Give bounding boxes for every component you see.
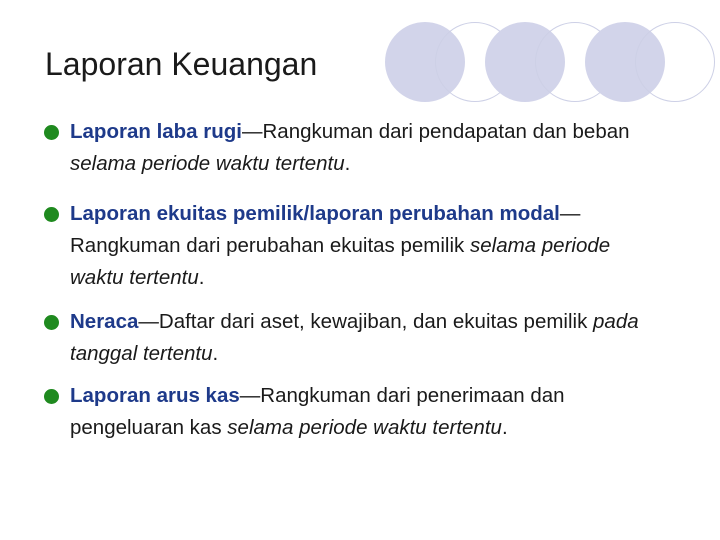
bullet-end: . [501, 416, 508, 439]
bullet-dash: — [242, 120, 263, 143]
bullet-italic: selama periode waktu tertentu [70, 152, 345, 175]
circle-decoration [635, 22, 715, 102]
bullet-text: Rangkuman dari pendapatan dan beban [262, 120, 630, 143]
bullet-end: . [212, 342, 219, 365]
bullet-item [44, 116, 664, 180]
bullet-dot-icon [44, 389, 59, 404]
bullet-dash: — [559, 202, 581, 225]
bullet-dot-icon [44, 315, 59, 330]
bullet-term: Laporan arus kas [70, 384, 240, 407]
bullet-dash: — [138, 310, 159, 333]
bullet-text: Rangkuman dari penerimaan dan pengeluaran kas [70, 384, 565, 439]
bullet-term: Laporan ekuitas pemilik/laporan perubahan modal [70, 202, 560, 225]
bullet-dot-icon [44, 125, 59, 140]
bullet-item [44, 306, 664, 370]
bullet-text: Daftar dari aset, kewajiban, dan ekuitas pemilik [158, 310, 594, 333]
bullet-dot-icon [44, 207, 59, 222]
bullet-italic: selama periode waktu tertentu [70, 234, 611, 289]
bullet-item [44, 380, 664, 444]
bullet-italic: selama periode waktu tertentu [227, 416, 502, 439]
bullet-italic: pada tanggal tertentu [70, 310, 639, 365]
bullet-term: Laporan laba rugi [70, 120, 242, 143]
bullet-end: . [198, 266, 205, 289]
bullet-dash: — [239, 384, 261, 407]
bullet-end: . [344, 152, 351, 175]
bullet-text: Rangkuman dari perubahan ekuitas pemilik [70, 234, 470, 257]
bullet-term: Neraca [70, 310, 139, 333]
slide-title: Laporan Keuangan [45, 46, 318, 82]
bullet-item [44, 198, 644, 294]
